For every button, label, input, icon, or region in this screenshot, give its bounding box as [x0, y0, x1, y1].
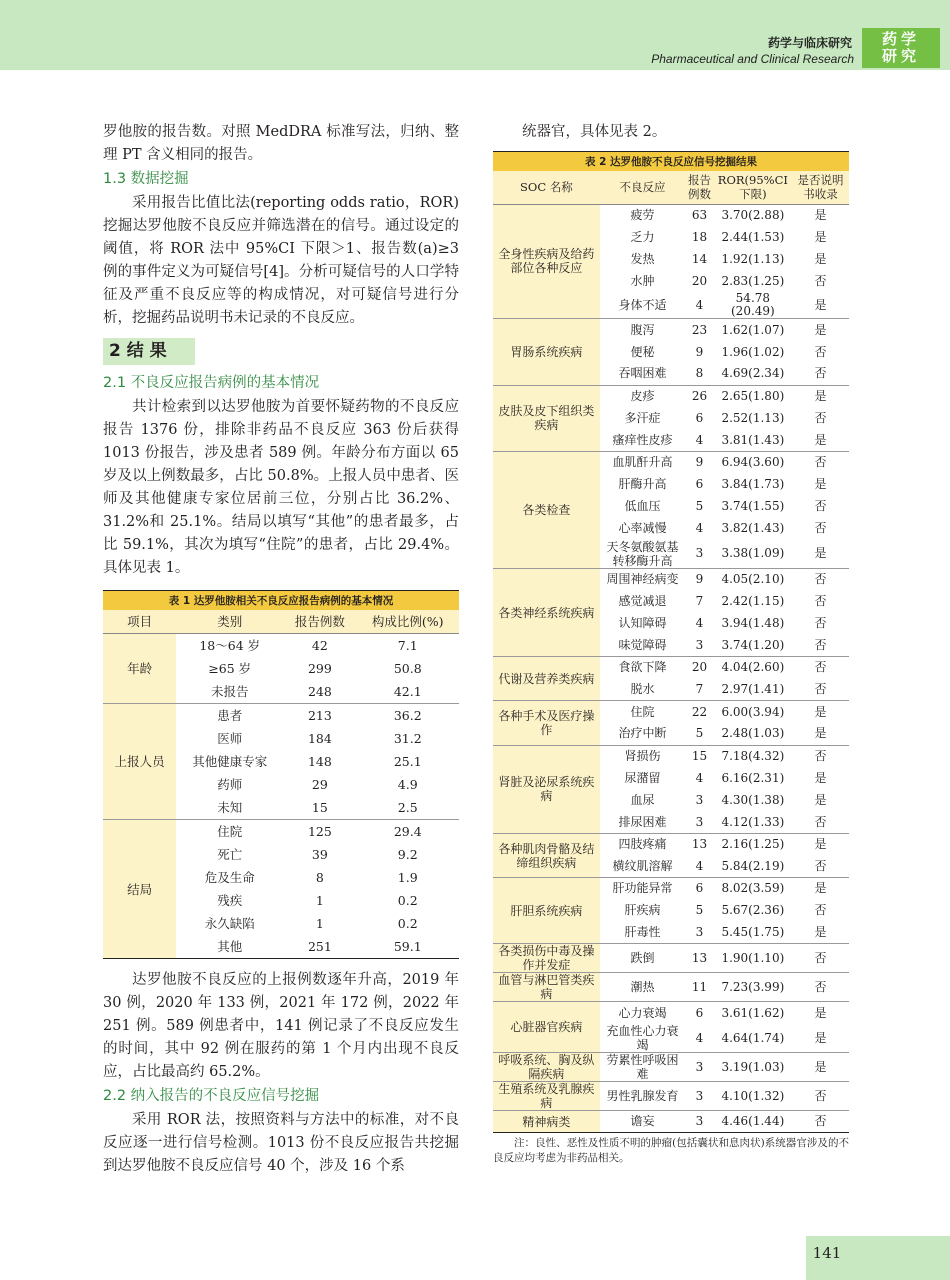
- table-cell: 疲劳: [600, 204, 685, 226]
- table-cell: 医师: [217, 731, 243, 746]
- table-cell: 26: [685, 385, 713, 407]
- paragraph: 采用 ROR 法，按照资料与方法中的标准，对不良反应逐一进行信号检测。1013 份不良反应报告共挖掘到达罗他胺不良反应信号 40 个，涉及 16 个系: [103, 1112, 459, 1174]
- table-cell: 否: [814, 410, 827, 425]
- table-cell: 肝疾病: [624, 903, 661, 918]
- table-cell: 299: [307, 661, 332, 676]
- table-row: [493, 657, 849, 679]
- table-cell: 否: [792, 973, 849, 1002]
- table-cell: 否: [814, 273, 827, 288]
- table-cell: 排尿困难: [618, 814, 667, 829]
- table-cell: 4.9: [397, 777, 418, 792]
- table-cell: 4: [695, 1030, 704, 1045]
- left-column: [103, 121, 459, 1178]
- table-cell: 184: [307, 731, 332, 746]
- table-cell: 患者: [176, 704, 283, 728]
- table-cell: 2.48(1.03): [721, 726, 785, 741]
- table-cell: 3.84(1.73): [721, 477, 785, 492]
- table-cell: 是: [792, 204, 849, 226]
- right-column: [493, 121, 849, 1166]
- table-cell: 25.1: [393, 754, 422, 769]
- table-cell: 4: [695, 858, 704, 873]
- table-cell: 是: [792, 319, 849, 341]
- soc-cell: 全身性疾病及给药部位各种反应: [493, 204, 600, 319]
- table-cell: 2.65(1.80): [714, 385, 792, 407]
- soc-cell: 各种手术及医疗操作: [493, 701, 600, 745]
- table-cell: 未报告: [210, 684, 249, 699]
- table-cell: 残疾: [217, 893, 243, 908]
- table-cell: 4: [695, 521, 704, 536]
- soc-cell: 精神病类: [493, 1111, 600, 1133]
- table-cell: 是: [792, 701, 849, 723]
- table-header: 报告例数: [283, 610, 356, 634]
- table-cell: 1: [315, 893, 324, 908]
- table-cell: 皮疹: [600, 385, 685, 407]
- table-cell: 6: [685, 1002, 713, 1024]
- table-cell: 4.30(1.38): [721, 792, 785, 807]
- table-cell: 6: [695, 477, 704, 492]
- table-cell: 50.8: [393, 661, 422, 676]
- table-cell: 6.00(3.94): [714, 701, 792, 723]
- table-cell: 20: [691, 273, 708, 288]
- table-cell: 8: [315, 870, 324, 885]
- table-cell: 18～64 岁: [199, 638, 261, 653]
- table-cell: 否: [814, 366, 827, 381]
- table-cell: 42.1: [393, 684, 422, 699]
- table-cell: 血肌酐升高: [600, 451, 685, 473]
- table-cell: 3.81(1.43): [721, 432, 785, 447]
- table-cell: 周围神经病变: [600, 568, 685, 590]
- table-cell: 乏力: [630, 229, 655, 244]
- table-cell: 身体不适: [618, 297, 667, 312]
- table-cell: 3.82(1.43): [721, 521, 785, 536]
- table-cell: 否: [792, 1111, 849, 1133]
- table-group-cell: 结局: [103, 820, 176, 959]
- table-cell: 男性乳腺发育: [600, 1082, 685, 1111]
- table-cell: 7.1: [397, 638, 418, 653]
- table-2: [493, 151, 849, 1166]
- table-cell: 29: [311, 777, 328, 792]
- table-2-note: 注：良性、恶性及性质不明的肿瘤(包括囊状和息肉状)系统器官涉及的不良反应均考虑为非药品相关。: [493, 1137, 849, 1165]
- soc-cell: 各种肌肉骨骼及结缔组织疾病: [493, 833, 600, 877]
- table-group-cell: 上报人员: [103, 704, 176, 820]
- table-cell: 多汗症: [624, 410, 661, 425]
- table-cell: 1.92(1.13): [721, 251, 785, 266]
- table-cell: 18: [691, 229, 708, 244]
- table-header: 报告例数: [685, 171, 713, 204]
- table-cell: 否: [792, 745, 849, 767]
- table-cell: 是: [814, 546, 827, 561]
- table-cell: 213: [283, 704, 356, 728]
- table-group-cell: 年龄: [103, 634, 176, 704]
- table-cell: 否: [792, 944, 849, 973]
- table-1-caption: 表 1 达罗他胺相关不良反应报告病例的基本情况: [103, 590, 459, 610]
- table-cell: 瘙痒性皮疹: [612, 432, 673, 447]
- table-cell: ≥65 岁: [208, 661, 252, 676]
- table-cell: 血尿: [630, 792, 655, 807]
- table-cell: 8.02(3.59): [714, 878, 792, 900]
- table-cell: 否: [814, 682, 827, 697]
- soc-cell: 肾脏及泌尿系统疾病: [493, 745, 600, 833]
- table-cell: 13: [685, 944, 713, 973]
- table-row: [493, 1002, 849, 1024]
- table-cell: 8: [695, 366, 704, 381]
- table-cell: 其他健康专家: [192, 754, 268, 769]
- table-cell: 3: [695, 637, 704, 652]
- table-cell: 31.2: [393, 731, 422, 746]
- table-header: ROR(95%CI 下限): [714, 171, 792, 204]
- table-cell: 潮热: [600, 973, 685, 1002]
- table-cell: 22: [685, 701, 713, 723]
- table-row: [493, 1082, 849, 1111]
- table-cell: 跌倒: [600, 944, 685, 973]
- soc-cell: 生殖系统及乳腺疾病: [493, 1082, 600, 1111]
- table-cell: 4.04(2.60): [714, 657, 792, 679]
- table-cell: 食欲下降: [600, 657, 685, 679]
- soc-cell: 皮肤及皮下组织类疾病: [493, 385, 600, 451]
- table-cell: 肝酶升高: [618, 477, 667, 492]
- table-cell: 是: [792, 878, 849, 900]
- table-cell: 四肢疼痛: [600, 833, 685, 855]
- table-cell: 5: [695, 726, 704, 741]
- table-cell: 其他: [217, 939, 243, 954]
- table-row: [493, 319, 849, 341]
- table-cell: 否: [814, 616, 827, 631]
- table-cell: 是: [792, 1053, 849, 1082]
- table-cell: 4.05(2.10): [714, 568, 792, 590]
- table-cell: 3.38(1.09): [721, 546, 785, 561]
- table-cell: 死亡: [217, 847, 243, 862]
- table-cell: 横纹肌溶解: [612, 858, 673, 873]
- table-cell: 否: [792, 451, 849, 473]
- section-heading-2-1: 2.1 不良反应报告病例的基本情况: [103, 375, 320, 391]
- table-cell: 6: [695, 410, 704, 425]
- table-cell: 20: [685, 657, 713, 679]
- table-cell: 11: [685, 973, 713, 1002]
- table-2-grid: [493, 171, 849, 1133]
- table-row: [493, 204, 849, 226]
- table-row: [493, 944, 849, 973]
- page-header: [0, 0, 950, 70]
- table-cell: 是: [814, 297, 827, 312]
- table-cell: 心率减慢: [618, 521, 667, 536]
- soc-cell: 各类损伤中毒及操作并发症: [493, 944, 600, 973]
- table-row: [103, 634, 459, 658]
- table-cell: 2.5: [397, 800, 418, 815]
- table-cell: 5.67(2.36): [721, 903, 785, 918]
- table-cell: 3: [695, 546, 704, 561]
- logo-line-2: 研究: [881, 47, 920, 65]
- table-cell: 3: [685, 1111, 713, 1133]
- table-cell: 3.74(1.55): [721, 499, 785, 514]
- soc-cell: 肝胆系统疾病: [493, 878, 600, 944]
- table-cell: 13: [685, 833, 713, 855]
- table-cell: 2.44(1.53): [721, 229, 785, 244]
- table-header: 不良反应: [600, 171, 685, 204]
- table-cell: 否: [814, 903, 827, 918]
- table-cell: 发热: [630, 251, 655, 266]
- table-cell: 14: [691, 251, 708, 266]
- table-row: [493, 568, 849, 590]
- table-cell: 29.4: [356, 820, 459, 844]
- table-cell: 1.96(1.02): [721, 344, 785, 359]
- journal-logo: [862, 28, 940, 68]
- table-cell: 0.2: [397, 916, 418, 931]
- table-cell: 5: [695, 499, 704, 514]
- table-cell: 2.16(1.25): [714, 833, 792, 855]
- table-cell: 未知: [217, 800, 243, 815]
- table-cell: 3.19(1.03): [714, 1053, 792, 1082]
- table-cell: 3: [685, 1053, 713, 1082]
- table-cell: 2.42(1.15): [721, 593, 785, 608]
- paragraph: 采用报告比值比法(reporting odds ratio，ROR)挖掘达罗他胺不良反应并筛选潜在的信号。通过设定的阈值，将 ROR 法中 95%CI 下限＞1、报告数(a)≥3 例的事件定义为可疑信号[4]。分析可疑信号的人口学特征及严重不良反应等的构成情况，对可疑信号进行分析，挖掘药品说明书未记录的不良反应。: [103, 195, 459, 326]
- table-cell: 3.94(1.48): [721, 616, 785, 631]
- table-cell: 1: [315, 916, 324, 931]
- table-cell: 251: [307, 939, 332, 954]
- table-cell: 4.12(1.33): [721, 814, 785, 829]
- table-cell: 肾损伤: [600, 745, 685, 767]
- table-cell: 肝毒性: [624, 925, 661, 940]
- table-cell: 125: [283, 820, 356, 844]
- table-cell: 是: [814, 1030, 827, 1045]
- table-cell: 否: [814, 593, 827, 608]
- table-cell: 3: [695, 925, 704, 940]
- table-cell: 9: [685, 568, 713, 590]
- table-row: [493, 745, 849, 767]
- table-cell: 便秘: [630, 344, 655, 359]
- journal-title-cn: 药学与临床研究: [767, 36, 852, 50]
- table-row: [493, 451, 849, 473]
- table-cell: 7: [695, 682, 704, 697]
- table-cell: 2.83(1.25): [721, 273, 785, 288]
- table-cell: 是: [814, 925, 827, 940]
- table-cell: 7.23(3.99): [714, 973, 792, 1002]
- logo-line-1: 药学: [881, 30, 920, 48]
- table-cell: 248: [307, 684, 332, 699]
- table-cell: 尿潴留: [624, 770, 661, 785]
- table-1-grid: [103, 610, 459, 959]
- table-cell: 味觉障碍: [618, 637, 667, 652]
- table-cell: 7.18(4.32): [714, 745, 792, 767]
- soc-cell: 各类神经系统疾病: [493, 568, 600, 656]
- table-cell: 3: [695, 814, 704, 829]
- table-cell: 住院: [600, 701, 685, 723]
- page-number: 141: [812, 1244, 842, 1262]
- table-header: 项目: [103, 610, 176, 634]
- table-cell: 天冬氨酸氨基转移酶升高: [606, 539, 679, 568]
- table-cell: 3.61(1.62): [714, 1002, 792, 1024]
- table-cell: 4: [695, 432, 704, 447]
- table-cell: 6.16(2.31): [721, 770, 785, 785]
- table-cell: 腹泻: [600, 319, 685, 341]
- table-cell: 是: [814, 229, 827, 244]
- soc-cell: 心脏器官疾病: [493, 1002, 600, 1053]
- table-cell: 148: [307, 754, 332, 769]
- table-cell: 1.90(1.10): [714, 944, 792, 973]
- table-cell: 2.97(1.41): [721, 682, 785, 697]
- table-cell: 1.9: [397, 870, 418, 885]
- table-header: SOC 名称: [493, 171, 600, 204]
- table-cell: 否: [814, 344, 827, 359]
- section-heading-2: 2 结 果: [103, 338, 195, 365]
- table-row: [493, 385, 849, 407]
- table-cell: 否: [792, 1082, 849, 1111]
- table-row: [493, 833, 849, 855]
- soc-cell: 各类检查: [493, 451, 600, 568]
- table-cell: 15: [685, 745, 713, 767]
- table-cell: 7: [695, 593, 704, 608]
- table-cell: 否: [814, 814, 827, 829]
- table-row: [493, 1111, 849, 1133]
- table-cell: 9: [685, 451, 713, 473]
- table-cell: 否: [792, 568, 849, 590]
- table-cell: 4.69(2.34): [721, 366, 785, 381]
- table-cell: 63: [685, 204, 713, 226]
- table-2-caption: 表 2 达罗他胺不良反应信号挖掘结果: [493, 151, 849, 171]
- section-heading-2-2: 2.2 纳入报告的不良反应信号挖掘: [103, 1088, 320, 1104]
- table-cell: 6.94(3.60): [714, 451, 792, 473]
- table-cell: 是: [814, 432, 827, 447]
- table-cell: 2.52(1.13): [721, 410, 785, 425]
- table-cell: 59.1: [393, 939, 422, 954]
- table-cell: 低血压: [624, 499, 661, 514]
- table-cell: 充血性心力衰竭: [606, 1024, 679, 1052]
- table-cell: 6: [685, 878, 713, 900]
- table-cell: 3.74(1.20): [721, 637, 785, 652]
- table-cell: 5.84(2.19): [721, 858, 785, 873]
- table-cell: 危及生命: [204, 870, 255, 885]
- table-cell: 9.2: [397, 847, 418, 862]
- table-cell: 15: [311, 800, 328, 815]
- soc-cell: 胃肠系统疾病: [493, 319, 600, 385]
- table-cell: 39: [311, 847, 328, 862]
- paragraph: 共计检索到以达罗他胺为首要怀疑药物的不良反应报告 1376 份，排除非药品不良反应 363 份后获得 1013 份报告，涉及患者 589 例。年龄分布方面以 65 岁及以上例数最多，占比 50.8%。上报人员中患者、医师及其他健康专家位居前三位，分别占比 36.2%、31.2%和 25.1%。结局以填写“其他”的患者最多，占比 59.1%，其次为填写“住院”的患者，占比 29.4%。具体见表 1。: [103, 399, 459, 576]
- table-row: [103, 820, 459, 844]
- table-cell: 4.10(1.32): [714, 1082, 792, 1111]
- table-cell: 脱水: [630, 682, 655, 697]
- journal-title-en: Pharmaceutical and Clinical Research: [651, 52, 854, 66]
- table-cell: 42: [311, 638, 328, 653]
- table-cell: 9: [695, 344, 704, 359]
- table-cell: 认知障碍: [618, 616, 667, 631]
- table-row: [493, 973, 849, 1002]
- table-cell: 否: [814, 499, 827, 514]
- table-cell: 36.2: [356, 704, 459, 728]
- table-cell: 54.78 (20.49): [731, 291, 775, 319]
- table-cell: 永久缺陷: [204, 916, 255, 931]
- table-cell: 4.46(1.44): [714, 1111, 792, 1133]
- table-header: 是否说明书收录: [792, 171, 849, 204]
- paragraph: 达罗他胺不良反应的上报例数逐年升高，2019 年 30 例，2020 年 133 例，2021 年 172 例，2022 年 251 例。589 例患者中，141 例记录了不良反应发生的时间，其中 92 例在服药的第 1 个月内出现不良反应，占比最高约 65.2%。: [103, 972, 459, 1080]
- table-cell: 3: [695, 792, 704, 807]
- table-cell: 1.62(1.07): [714, 319, 792, 341]
- table-cell: 感觉减退: [618, 593, 667, 608]
- table-cell: 5: [695, 903, 704, 918]
- table-cell: 否: [814, 521, 827, 536]
- soc-cell: 呼吸系统、胸及纵隔疾病: [493, 1053, 600, 1082]
- paragraph: 罗他胺的报告数。对照 MedDRA 标准写法，归纳、整理 PT 含义相同的报告。: [103, 124, 459, 163]
- table-cell: 心力衰竭: [600, 1002, 685, 1024]
- table-cell: 肝功能异常: [600, 878, 685, 900]
- table-cell: 住院: [176, 820, 283, 844]
- table-cell: 4: [695, 297, 704, 312]
- table-cell: 23: [685, 319, 713, 341]
- table-cell: 是: [792, 385, 849, 407]
- table-row: [493, 701, 849, 723]
- table-cell: 4: [695, 770, 704, 785]
- table-cell: 否: [814, 637, 827, 652]
- table-cell: 是: [814, 770, 827, 785]
- table-cell: 是: [814, 726, 827, 741]
- table-cell: 否: [814, 858, 827, 873]
- table-header: 构成比例(%): [356, 610, 459, 634]
- table-cell: 0.2: [397, 893, 418, 908]
- soc-cell: 血管与淋巴管类疾病: [493, 973, 600, 1002]
- table-cell: 5.45(1.75): [721, 925, 785, 940]
- soc-cell: 代谢及营养类疾病: [493, 657, 600, 701]
- table-cell: 是: [792, 1002, 849, 1024]
- table-1: [103, 590, 459, 959]
- table-cell: 3: [685, 1082, 713, 1111]
- table-row: [103, 704, 459, 728]
- table-cell: 否: [792, 657, 849, 679]
- table-cell: 是: [814, 477, 827, 492]
- table-cell: 是: [792, 833, 849, 855]
- table-cell: 劳累性呼吸困难: [600, 1053, 685, 1082]
- table-cell: 药师: [217, 777, 243, 792]
- table-cell: 治疗中断: [618, 726, 667, 741]
- paragraph: 统器官，具体见表 2。: [522, 124, 667, 140]
- table-cell: 是: [814, 792, 827, 807]
- section-heading-1-3: 1.3 数据挖掘: [103, 171, 189, 187]
- table-cell: 4: [695, 616, 704, 631]
- table-cell: 谵妄: [600, 1111, 685, 1133]
- table-header: 类别: [176, 610, 283, 634]
- table-cell: 4.64(1.74): [721, 1030, 785, 1045]
- table-cell: 吞咽困难: [618, 366, 667, 381]
- table-cell: 是: [814, 251, 827, 266]
- table-cell: 水肿: [630, 273, 655, 288]
- table-cell: 3.70(2.88): [714, 204, 792, 226]
- table-row: [493, 1053, 849, 1082]
- table-row: [493, 878, 849, 900]
